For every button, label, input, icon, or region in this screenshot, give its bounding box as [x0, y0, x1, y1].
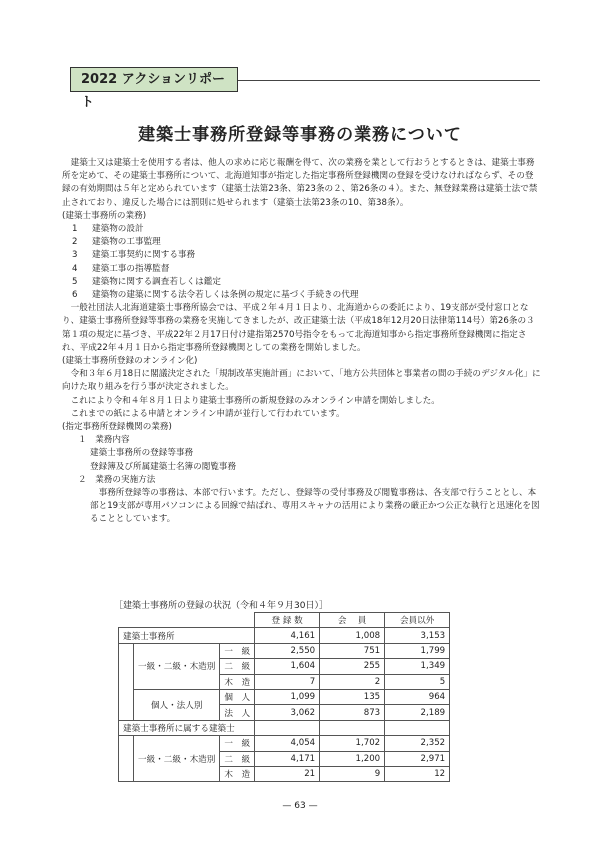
list-item: 5 建築物に関する調査若しくは鑑定	[72, 276, 221, 287]
designated-item-1a: 建築士事務所の登録等事務	[90, 448, 194, 459]
list-item: 6 建築物の建築に関する法令若しくは条例の規定に基づく手続きの代理	[72, 290, 359, 301]
designated-item-2-text: 事務所登録等の事務は、本部で行います。ただし、登録等の受付事務及び閲覧事務は、各支部で行うこととし、本部と19支部が専用パソコンによる回線で結ばれ、専用スキャナの活用により業務の厳正かつ公正な執行と迅速化を図ることとしています。	[90, 488, 540, 525]
table-row: 木 造 21 9 12	[119, 766, 450, 781]
table-row: 一級・二級・木造別 一 級 2,550 751 1,799	[119, 643, 450, 658]
table-row	[119, 720, 450, 735]
row-group-label: 建築士事務所に属する建築士	[119, 720, 255, 735]
table-row: 一級・二級・木造別 一 級 4,054 1,702 2,352	[119, 736, 450, 751]
column-header: 会 員	[320, 613, 385, 628]
table-row: 個人・法人別 個 人 1,099 135 964	[119, 689, 450, 704]
table-row: 木 造 7 2 5	[119, 674, 450, 689]
list-item: 2 建築物の工事監理	[72, 237, 161, 248]
intro-paragraph: 建築士又は建築士を使用する者は、他人の求めに応じ報酬を得て、次の業務を業として行おうとするときは、建築士事務所を定めて、その建築士事務所について、北海道知事が指定した指定事務所登録機関の登録を受けなければならず、その登録の有効期間は５年と定められています（建築士法第23条、第23条の２、第26条の４）。また、無登録業務は建築士法で禁止されており、違反した場合には罰則に処せられます（建築士法第23条の10、第38条）。	[62, 158, 538, 208]
table-row: 二 級 4,171 1,200 2,971	[119, 751, 450, 766]
list-item: 1 建築物の設計	[72, 224, 144, 235]
body-text	[62, 157, 542, 527]
table-row: 二 級 1,604 255 1,349	[119, 659, 450, 674]
section-heading-online: (建築士事務所登録のオンライン化)	[62, 356, 198, 367]
table-row: 建築士事務所 4,161 1,008 3,153	[119, 628, 450, 643]
table-caption: ［建築士事務所の登録の状況（令和４年９月30日）］	[114, 601, 328, 611]
page-title: 建築士事務所登録等事務の業務について	[138, 125, 462, 145]
list-item: 3 建築工事契約に関する事務	[72, 250, 196, 261]
office-work-list	[62, 223, 542, 302]
column-header: 登 録 数	[255, 613, 320, 628]
row-group-label: 建築士事務所	[119, 628, 255, 643]
designated-item-1: １ 業務内容	[78, 435, 130, 446]
row-subgroup-label: 一級・二級・木造別	[134, 736, 220, 782]
online-paragraph-1: 令和３年６月18日に閣議決定された「規制改革実施計画」において、「地方公共団体と事業者の間の手続のデジタル化」に向けた取り組みを行う事が決定されました。	[62, 369, 541, 393]
section-header-label: 2022 アクションリポート	[70, 67, 238, 92]
page-number: — 63 —	[282, 801, 318, 811]
online-paragraph-3: これまでの紙による申請とオンライン申請が並行して行われています。	[70, 408, 345, 419]
row-subgroup-label: 個人・法人別	[134, 689, 220, 720]
section-heading-office-work: (建築士事務所の業務)	[62, 210, 147, 221]
table-header-row	[119, 613, 450, 628]
online-paragraph-2: これにより令和４年８月１日より建築士事務所の新規登録のみオンライン申請を開始しました。	[70, 395, 440, 406]
section-heading-designated: (指定事務所登録機関の業務)	[62, 422, 172, 433]
association-paragraph: 一般社団法人北海道建築士事務所協会では、平成２年４月１日より、北海道からの委託により、19支部が受付窓口となり、建築士事務所登録等事務の業務を実施してきましたが、改正建築士法（平成18年12月20日法律第114号）第26条の３第１項の規定に基づき、平成22年２月17日付け建指第2570号指令をもって北海道知事から指定事務所登録機関に指定され、平成22年４月１日から指定事務所登録機関としての業務を開始しました。	[62, 303, 535, 353]
designated-item-1b: 登録簿及び所属建築士名簿の閲覧事務	[90, 461, 237, 472]
designated-item-2: ２ 業務の実施方法	[78, 474, 156, 485]
column-header: 会員以外	[385, 613, 450, 628]
row-subgroup-label: 一級・二級・木造別	[134, 643, 220, 689]
table-row: 法 人 3,062 873 2,189	[119, 705, 450, 720]
registration-status-table	[118, 612, 450, 782]
list-item: 4 建築工事の指導監督	[72, 263, 170, 274]
